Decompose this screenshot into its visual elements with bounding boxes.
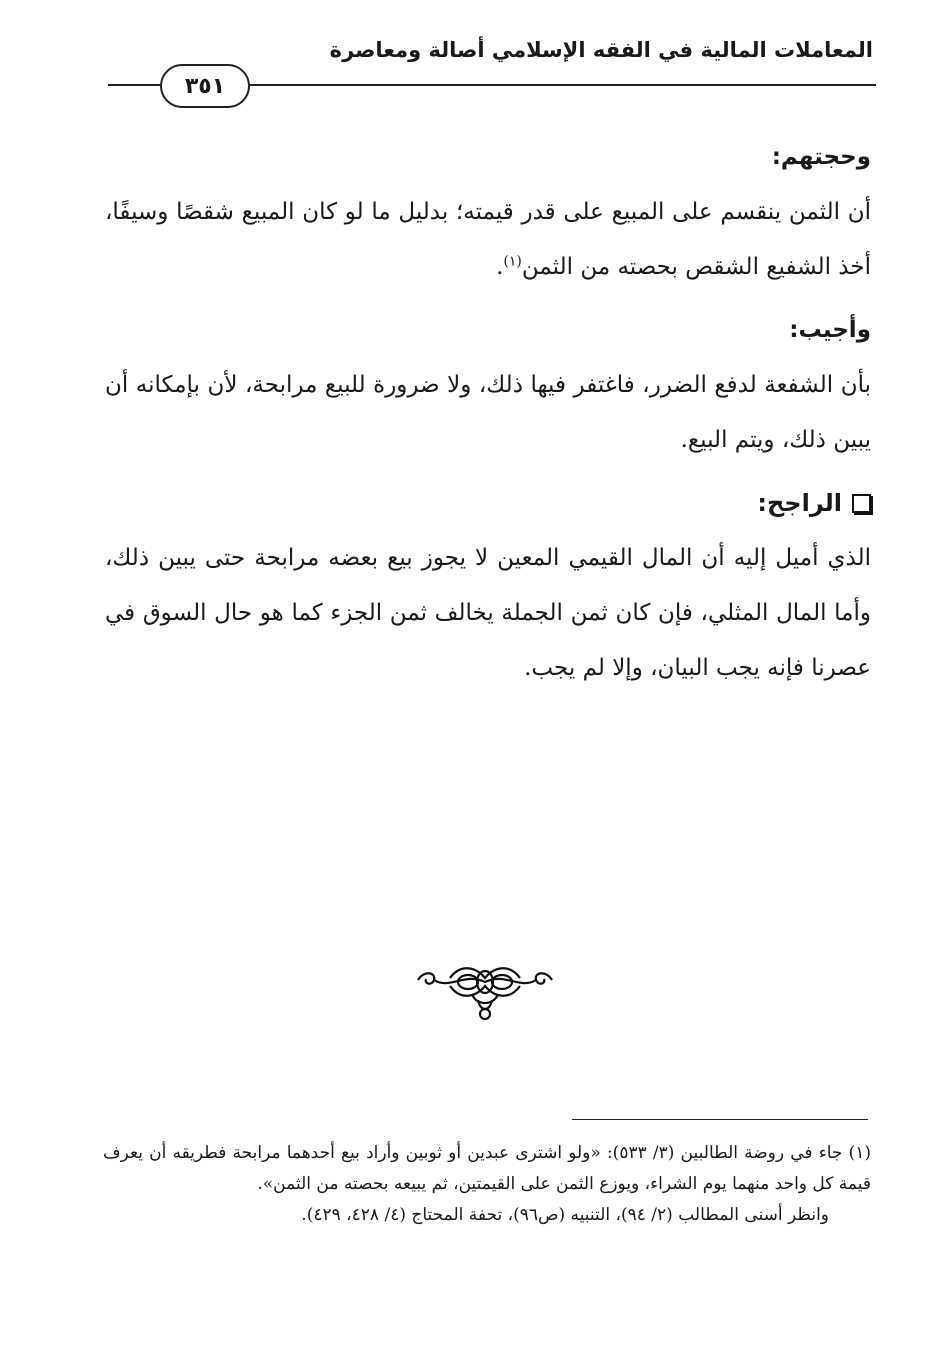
- footnote-1: [103, 1138, 871, 1200]
- square-bullet-icon: [852, 494, 871, 513]
- argument-text: أن الثمن ينقسم على المبيع على قدر قيمته؛ بدليل ما لو كان المبيع شقصًا وسيفًا، أخذ الشفيع الشقص بحصته من الثمن: [105, 199, 871, 280]
- footnote-1-additional: وانظر أسنى المطالب (٢/ ٩٤)، التنبيه (ص٩٦)، تحفة المحتاج (٤/ ٤٢٨، ٤٢٩).: [301, 1205, 829, 1225]
- argument-end: .: [496, 254, 504, 280]
- running-title: المعاملات المالية في الفقه الإسلامي أصالة ومعاصرة: [329, 38, 873, 62]
- ornament-divider-icon: [410, 960, 560, 1024]
- footnotes: [103, 1138, 871, 1231]
- argument-paragraph: [105, 185, 871, 295]
- preferred-label: الراجح:: [757, 489, 842, 517]
- answer-label: وأجيب:: [789, 317, 871, 343]
- footnote-ref[interactable]: (١): [503, 253, 522, 270]
- footnote-number: (١): [848, 1143, 871, 1163]
- main-text: [105, 130, 871, 696]
- footnote-separator: [572, 1119, 868, 1120]
- preferred-paragraph: الذي أميل إليه أن المال القيمي المعين لا يجوز بيع بعضه مرابحة حتى يبين ذلك، وأما المال المثلي، فإن كان ثمن الجملة يخالف ثمن الجزء كما هو حال السوق في عصرنا فإنه يجب البيان، وإلا لم يجب.: [105, 545, 871, 681]
- page-number: ٣٥١: [160, 64, 250, 108]
- argument-label: وحجتهم:: [771, 144, 871, 170]
- answer-paragraph: بأن الشفعة لدفع الضرر، فاغتفر فيها ذلك، ولا ضرورة للبيع مرابحة، لأن بإمكانه أن يبين ذلك، ويتم البيع.: [105, 372, 871, 453]
- footnote-text: جاء في روضة الطالبين (٣/ ٥٣٣): «ولو اشترى عبدين أو ثوبين وأراد بيع أحدهما مرابحة فطريقه أن يعرف قيمة كل واحد منهما يوم الشراء، ويوزع الثمن على القيمتين، ثم يبيعه بحصته من الثمن».: [103, 1143, 871, 1194]
- preferred-heading: [105, 476, 871, 531]
